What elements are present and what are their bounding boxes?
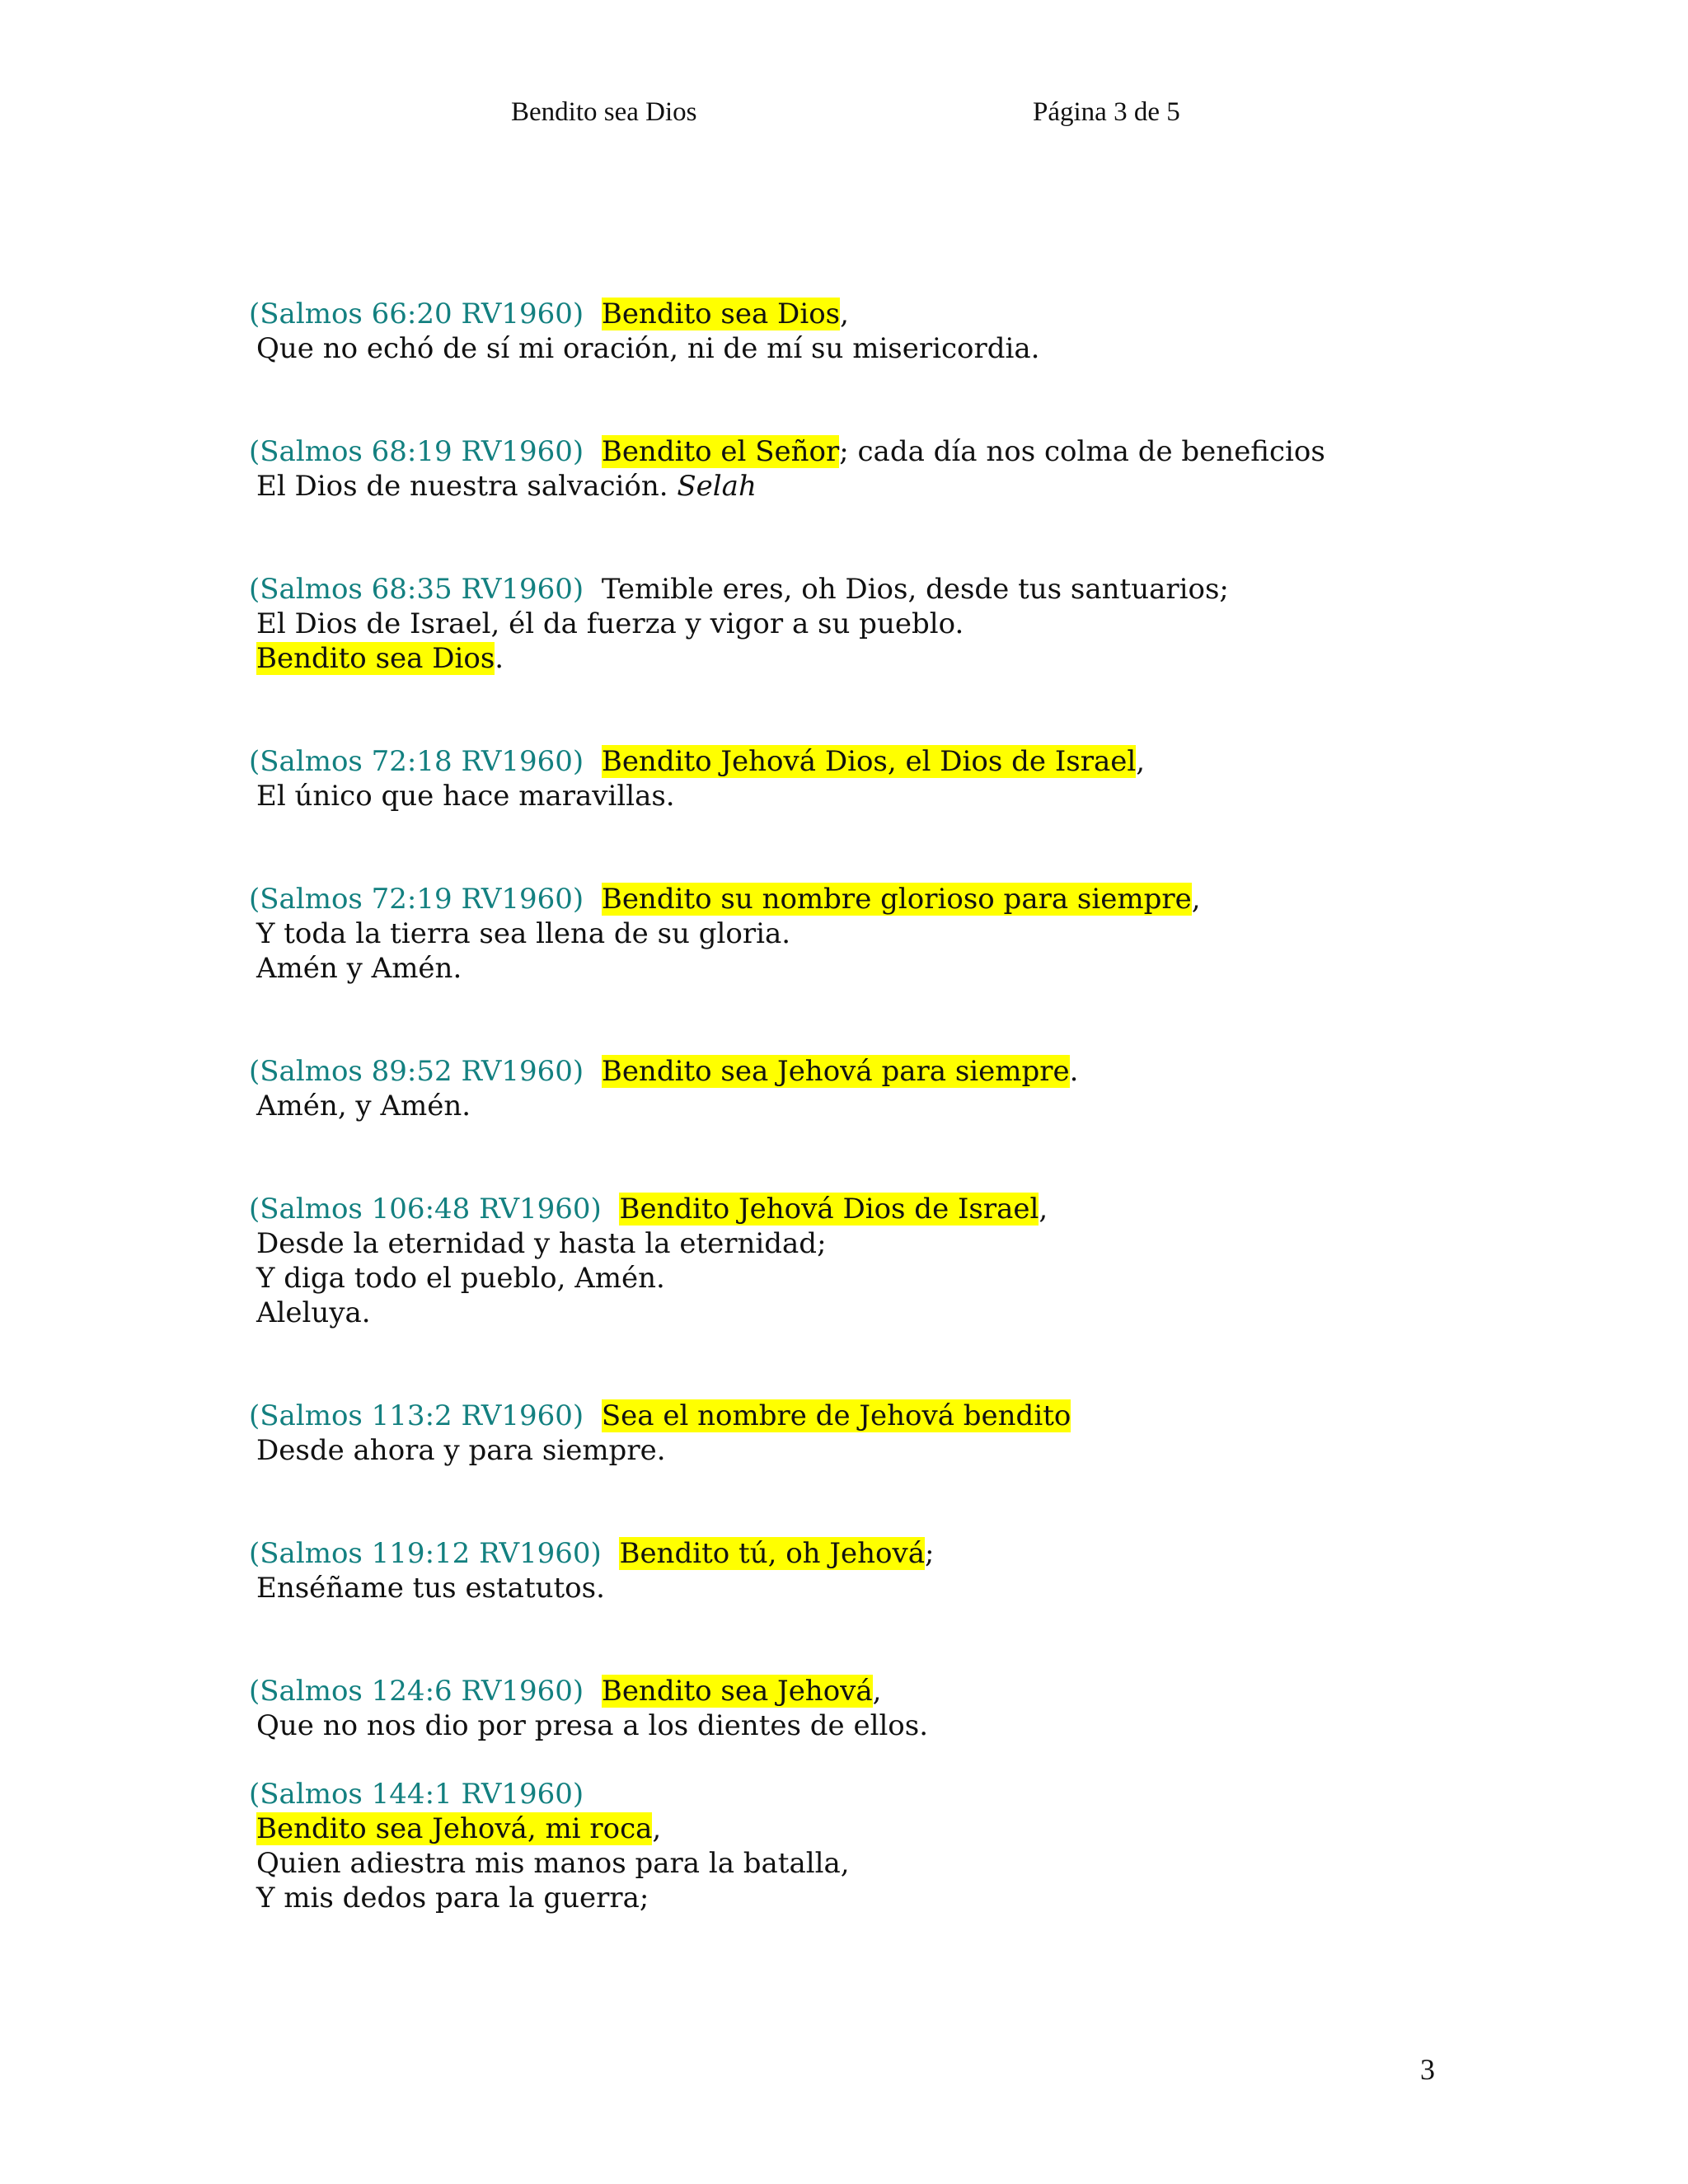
verse-line: Bendito sea Dios. (256, 642, 504, 675)
verse-reference: (Salmos 66:20 RV1960) (249, 298, 584, 330)
verse-reference: (Salmos 113:2 RV1960) (249, 1399, 584, 1432)
highlighted-text: Bendito Jehová Dios, el Dios de Israel (601, 745, 1137, 778)
verse-reference: (Salmos 72:19 RV1960) (249, 883, 584, 916)
highlighted-text: Bendito sea Jehová para siempre (601, 1055, 1070, 1088)
verse-reference: (Salmos 72:18 RV1960) (249, 745, 584, 778)
verse-entry (249, 1536, 1452, 1605)
verse-text: , (1136, 745, 1146, 778)
verse-line: Y toda la tierra sea llena de su gloria. (256, 917, 791, 950)
verse-line: Que no echó de sí mi oración, ni de mí su misericordia. (256, 332, 1040, 365)
page-indicator: Página 3 de 5 (1033, 97, 1180, 127)
verse-line: El Dios de nuestra salvación. Selah (256, 470, 757, 503)
verse-reference: (Salmos 144:1 RV1960) (249, 1778, 584, 1811)
highlighted-text: Bendito sea Dios (256, 642, 495, 675)
verse-line: Bendito sea Jehová, mi roca, (256, 1812, 662, 1845)
highlighted-text: Bendito tú, oh Jehová (619, 1537, 925, 1570)
verse-reference: (Salmos 89:52 RV1960) (249, 1055, 584, 1088)
verse-reference: (Salmos 124:6 RV1960) (249, 1675, 584, 1708)
verse-text: . (1069, 1055, 1079, 1088)
verse-line: Aleluya. (256, 1296, 371, 1329)
verse-line: El Dios de Israel, él da fuerza y vigor a su pueblo. (256, 607, 964, 640)
verse-text: , (1039, 1193, 1048, 1226)
verse-entry (249, 1674, 1452, 1743)
highlighted-text: Bendito sea Dios (601, 298, 841, 330)
verse-entry (249, 1399, 1452, 1468)
verse-entry (249, 882, 1452, 986)
verse-reference: (Salmos 68:19 RV1960) (249, 435, 584, 468)
verse-line: Y mis dedos para la guerra; (256, 1882, 649, 1915)
verse-line: Quien adiestra mis manos para la batalla, (256, 1847, 850, 1880)
verse-line: Desde la eternidad y hasta la eternidad; (256, 1227, 827, 1260)
verse-line: Y diga todo el pueblo, Amén. (256, 1262, 665, 1295)
highlighted-text: Bendito el Señor (601, 435, 840, 468)
verse-entry (249, 744, 1452, 813)
verse-line: Que no nos dio por presa a los dientes de ellos. (256, 1709, 929, 1742)
verse-text: , (1191, 883, 1201, 916)
verse-entry (249, 572, 1452, 676)
verse-text: Temible eres, oh Dios, desde tus santuarios; (601, 573, 1229, 606)
page-header (0, 97, 1688, 134)
verse-line: Desde ahora y para siempre. (256, 1434, 666, 1467)
verse-text: ; (924, 1537, 935, 1570)
verse-entry (249, 297, 1452, 366)
verse-entry (249, 434, 1452, 504)
highlighted-text: Bendito sea Jehová (601, 1675, 873, 1708)
highlighted-text: Bendito sea Jehová, mi roca (256, 1812, 653, 1845)
italic-text: Selah (677, 470, 757, 503)
verse-text: , (840, 298, 849, 330)
verse-reference: (Salmos 119:12 RV1960) (249, 1537, 602, 1570)
highlighted-text: Bendito Jehová Dios de Israel (619, 1193, 1039, 1226)
verse-reference: (Salmos 68:35 RV1960) (249, 573, 584, 606)
verse-text: ; cada día nos colma de beneficios (839, 435, 1325, 468)
verse-entry (249, 1054, 1452, 1123)
verse-entry (249, 1777, 1452, 1915)
verse-list (249, 297, 1452, 1915)
verse-line: El único que hace maravillas. (256, 780, 675, 813)
highlighted-text: Bendito su nombre glorioso para siempre (601, 883, 1192, 916)
highlighted-text: Sea el nombre de Jehová bendito (601, 1399, 1071, 1432)
verse-entry (249, 1192, 1452, 1330)
document-title: Bendito sea Dios (511, 97, 697, 127)
verse-line: Enséñame tus estatutos. (256, 1572, 605, 1605)
page-number: 3 (1420, 2053, 1435, 2086)
verse-line: Amén y Amén. (256, 952, 462, 985)
verse-line: Amén, y Amén. (256, 1090, 471, 1122)
verse-reference: (Salmos 106:48 RV1960) (249, 1193, 602, 1226)
verse-text: , (872, 1675, 882, 1708)
